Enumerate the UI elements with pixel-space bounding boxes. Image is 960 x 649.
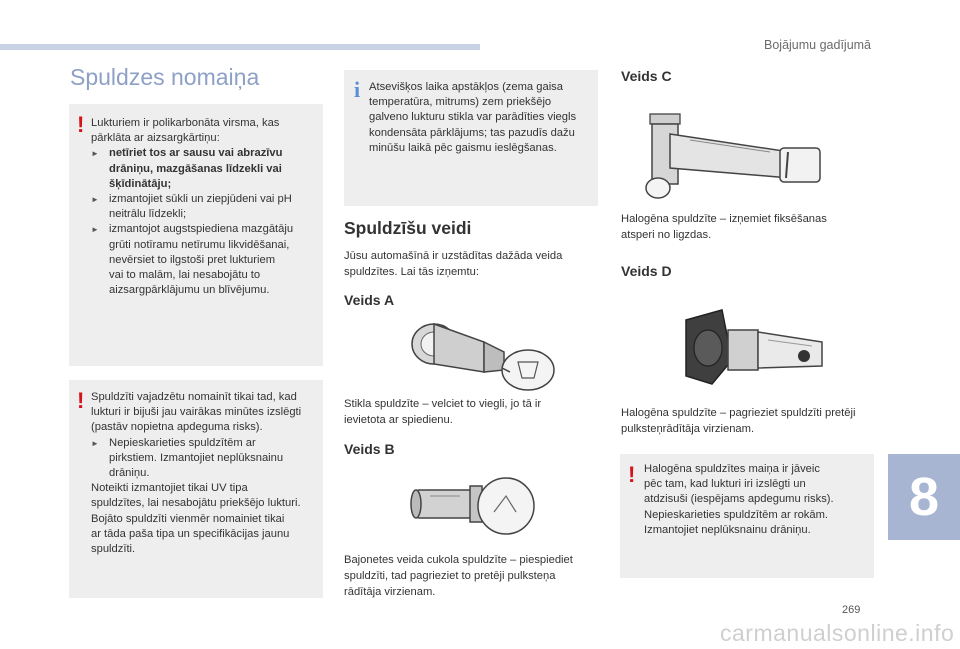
warning-icon: ! bbox=[628, 462, 636, 487]
warning-box-2-content: Spuldzīti vajadzētu nomainīt tikai tad, kad lukturi ir bijuši jau vairākas minūtes izslēgti (pastāv nopietna apdeguma risks). ► Nepieskarieties spuldzītēm ar pirkstiem. Izmantojiet neplūksnainu drāniņu. Noteikti izmantojiet tikai UV tipa spuldzītes, lai nesabojātu priekšējo lukturi. Bojāto spuldzīti vienmēr nomainiet tikai ar tāda paša tipa un specifikācijas jaunu spuldzīti. bbox=[91, 390, 321, 557]
type-c-description: Halogēna spuldzīte – izņemiet fiksēšanas atsperi no ligzdas. bbox=[621, 213, 827, 241]
type-c-title: Veids C bbox=[621, 68, 672, 84]
warning-2-bullet: ► Nepieskarieties spuldzītēm ar pirkstiem. Izmantojiet neplūksnainu drāniņu. bbox=[91, 436, 321, 482]
info-box-content: Atsevišķos laika apstākļos (zema gaisa temperatūra, mitrums) zem priekšējo galveno lukturu stikla var parādīties viegls kondensāta pārklājums; tas pazudīs dažu minūšu laikā pēc gaismu ieslēgšanas. bbox=[369, 81, 577, 154]
warning-1-intro: Lukturiem ir polikarbonāta virsma, kas pārklāta ar aizsargkārtiņu: bbox=[91, 117, 280, 145]
warning-icon: ! bbox=[77, 112, 85, 137]
type-a-description: Stikla spuldzīte – velciet to viegli, jo tā ir ievietota ar spiedienu. bbox=[344, 398, 542, 426]
warning-1-bullet: ► izmantojot augstspiediena mazgātāju grūti notīramu netīrumu likvidēšanai, nevērsiet to ilgstoši pret lukturiem vai to malām, lai nesabojātu to aizsargpārklājumu un blīvējumu. bbox=[91, 222, 319, 298]
header-bar bbox=[0, 44, 480, 50]
warning-1-bullet: ► netīriet tos ar sausu vai abrazīvu drāniņu, mazgāšanas līdzekli vai šķīdinātāju; bbox=[91, 146, 319, 192]
warning-box-halogen bbox=[620, 454, 874, 578]
warning-box-replacement bbox=[69, 380, 323, 598]
page-number: 269 bbox=[842, 604, 861, 616]
bayonet-bulb-image bbox=[410, 468, 550, 548]
page-heading: Spuldzes nomaiņa bbox=[70, 64, 260, 90]
info-icon: i bbox=[354, 77, 361, 102]
type-d-description: Halogēna spuldzīte – pagrieziet spuldzīti pretēji pulksteņrādītāja virzienam. bbox=[621, 407, 856, 435]
warning-box-3-content: Halogēna spuldzītes maiņa ir jāveic pēc tam, kad lukturi iri izslēgti un atdzisuši (iespējams apdegumu risks). Nepieskarieties spuldzītēm ar rokām. Izmantojiet neplūksnainu drāniņu. bbox=[644, 463, 834, 536]
type-a-title: Veids A bbox=[344, 292, 395, 308]
section-title: Bojājumu gadījumā bbox=[764, 38, 872, 52]
watermark: carmanualsonline.info bbox=[720, 620, 955, 646]
warning-icon: ! bbox=[77, 388, 85, 413]
type-b-title: Veids B bbox=[344, 441, 395, 457]
wedge-bulb-image bbox=[410, 312, 560, 402]
type-d-title: Veids D bbox=[621, 263, 672, 279]
warning-box-polycarbonate bbox=[69, 104, 323, 366]
warning-1-bullet: ► izmantojiet sūkli un ziepjūdeni vai pH neitrālu līdzekli; bbox=[91, 192, 319, 222]
warning-box-1-content bbox=[91, 116, 319, 298]
halogen-hb-bulb-image bbox=[672, 300, 842, 396]
bulb-types-heading: Spuldzīšu veidi bbox=[344, 218, 472, 238]
halogen-h7-bulb-image bbox=[630, 104, 830, 204]
chapter-tab: 8 bbox=[888, 454, 960, 540]
type-b-description: Bajonetes veida cukola spuldzīte – piespiediet spuldzīti, tad pagrieziet to pretēji pulksteņa rādītāja virzienam. bbox=[344, 554, 573, 598]
info-box-condensation bbox=[344, 70, 598, 206]
bulb-types-intro: Jūsu automašīnā ir uzstādītas dažāda veida spuldzītes. Lai tās izņemtu: bbox=[344, 250, 563, 278]
